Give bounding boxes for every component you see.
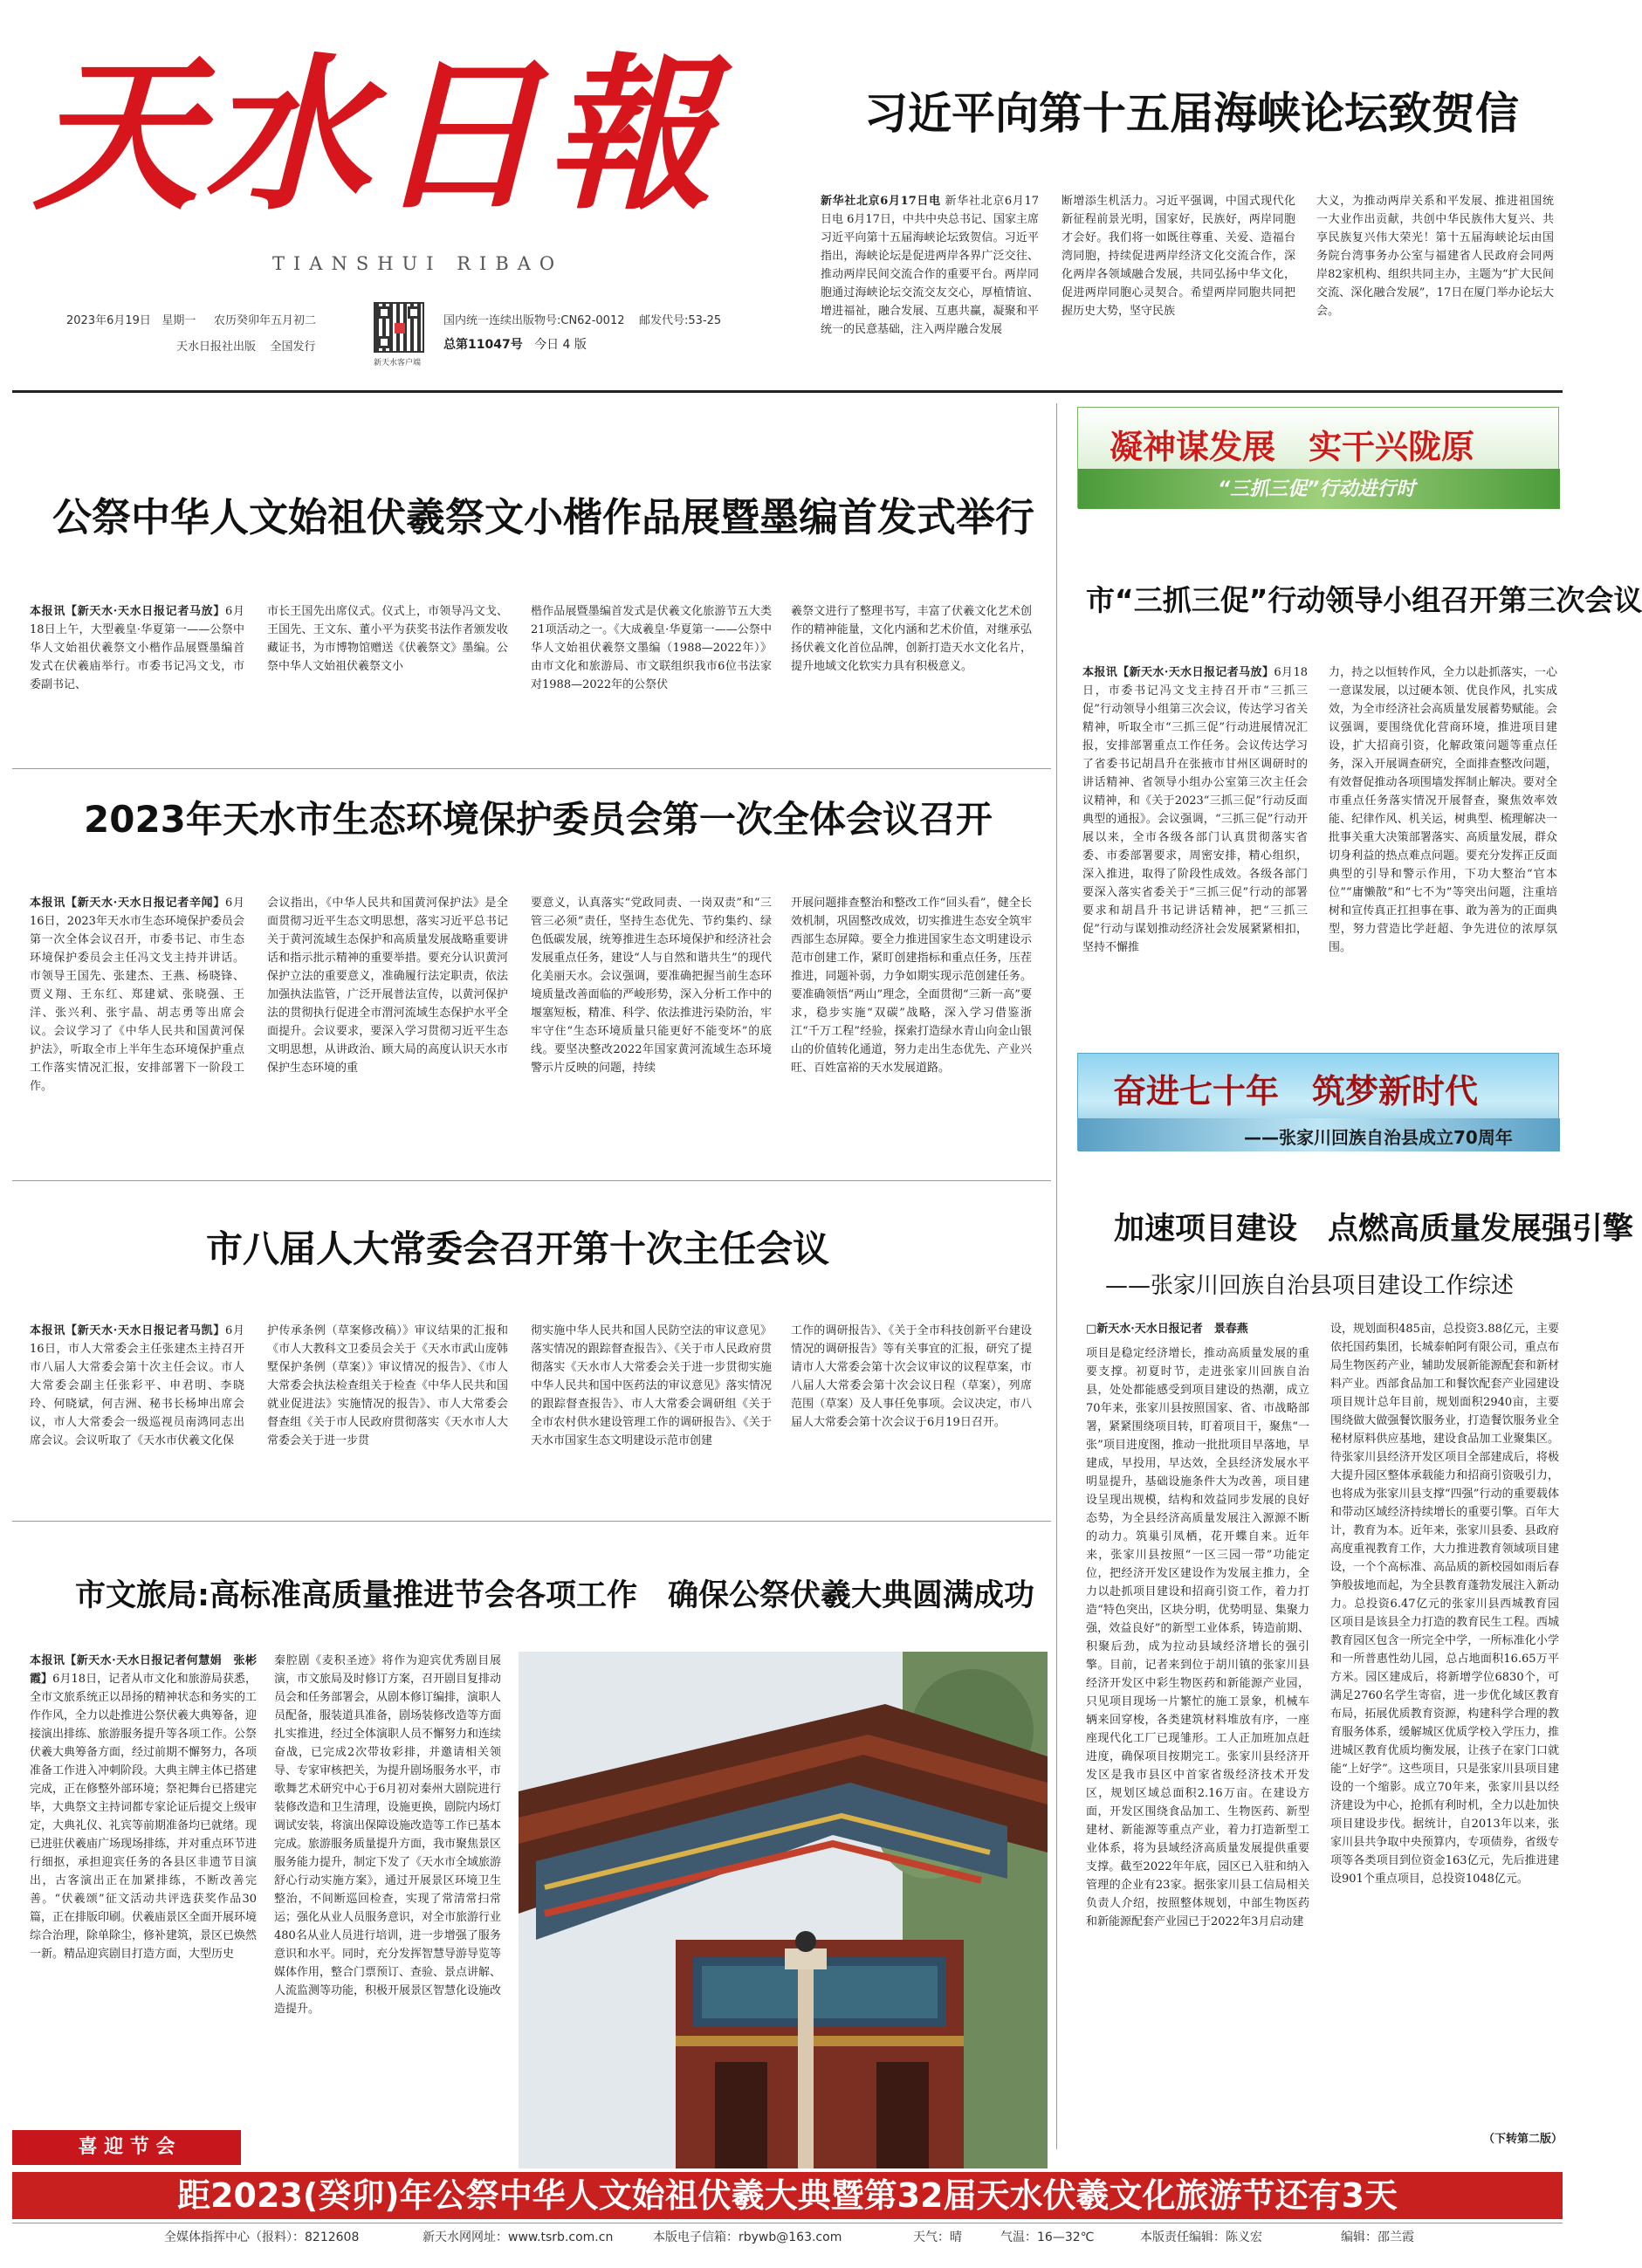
divider bbox=[12, 1521, 1051, 1522]
eco-col-2: 会议指出，《中华人民共和国黄河保护法》是全面贯彻习近平生态文明思想，落实习近平总书记关于黄河流域生态保护和高质量发展战略重要讲话和指示批示精神的重要举措。要充分认识黄河保护立法的重要意义，准确履行法定职责，依法加强执法监管，广泛开展普法宣传，以黄河保护法的贯彻执行促进全市渭河流域生态保护水平全面提升。会议要求，要深入学习贯彻习近平生态文明思想，从讲政治、顾大局的高度认识天水市保护生态环境的重 bbox=[267, 897, 508, 1075]
issue-line bbox=[443, 335, 587, 353]
footer-temperature: 气温：16—32℃ bbox=[1000, 2230, 1095, 2244]
footer-weather: 天气：晴 bbox=[913, 2230, 962, 2244]
issue-number: 总第11047号 bbox=[443, 338, 523, 352]
temple-photo bbox=[519, 1652, 1048, 2168]
eco-col-3: 要意义，认真落实“党政同责、一岗双责”和“三管三必须”责任，坚持生态优先、节约集约、绿色低碳发展，统筹推进生态环境保护和经济社会发展重点任务，建设“人与自然和谐共生”的现代化美丽天水。会议强调，要准确把握当前生态环境质量改善面临的严峻形势，深入分析工作中的堰塞短板，精准、科学、依法推进污染防治，牢牢守住“生态环境质量只能更好不能变坏”的底线。要坚决整改2022年国家黄河流域生态环境警示片反映的问题，持续 bbox=[531, 897, 772, 1075]
zjc-banner bbox=[1077, 1053, 1559, 1151]
eco-headline: 2023年天水市生态环境保护委员会第一次全体会议召开 bbox=[84, 798, 993, 841]
sanzhua-col-2: 力，持之以恒转作风，全力以赴抓落实，一心一意谋发展，以过硬本领、优良作风，扎实成效，为全市经济社会高质量发展蓄势赋能。会议强调，要围绕优化营商环境，推进项目建设，扩大招商引资，化解政策问题等重点任务，深入开展调查研究，全面排查整改问题，有效督促推动各项围墙发挥制止解决。要对全市重点任务落实情况开展督查，聚焦效率效能、纪律作风、机关运，树典型、梳理解决一批事关重大决策部署落实、高质量发展，群众切身利益的热点难点问题。要充分发挥正反面典型的引导和警示作用，下功大整治“官本位”“庸懒散”和“七不为”等突出问题，注重培树和宣传真正扛担事在事、敢为善为的正面典型，努力营造比学赶超、争先进位的浓厚氛围。 bbox=[1329, 666, 1557, 954]
zjc-headline: 加速项目建设 点燃高质量发展强引擎 bbox=[1114, 1212, 1634, 1247]
footer-email: 本版电子信箱：rbywb@163.com bbox=[653, 2230, 842, 2244]
lead-col-2: 断增添生机活力。习近平强调，中国式现代化新征程前景光明，国家好，民族好，两岸同胞才会好。我们将一如既往尊重、关爱、造福台湾同胞，持续促进两岸经济文化交流合作，深化两岸各领域融合发展，共同弘扬中华文化，促进两岸同胞心灵契合。希望两岸同胞共同把握历史大势，坚守民族 bbox=[1061, 195, 1295, 318]
lead-headline: 习近平向第十五届海峡论坛致贺信 bbox=[864, 88, 1519, 139]
publisher: 天水日报社出版 bbox=[176, 340, 257, 354]
sanzhua-headline: 市“三抓三促”行动领导小组召开第三次会议 bbox=[1086, 583, 1642, 617]
eco-col-1: 本报讯【新天水·天水日报记者辛闻】6月16日，2023年天水市生态环境保护委员会第一次全体会议召开，市委书记、市生态环境保护委员会主任冯文戈主持并讲话。市领导王国先、张建杰、王燕、杨晓锋、贾义翔、王东红、郑建斌、张晓强、王洋、张兴利、张宇晶、胡志勇等出席会议。会议学习了《中华人民共和国黄河保护法》，听取全市上半年生态环境保护重点工作落实情况汇报，安排部署下一阶段工作。 bbox=[30, 897, 244, 1093]
npc-headline: 市八届人大常委会召开第十次主任会议 bbox=[206, 1227, 830, 1270]
lead-col-3: 大义，为推动两岸关系和平发展、推进祖国统一大业作出贡献，共创中华民族伟大复兴、共享民族复兴伟大荣光！第十五届海峡论坛由国务院台湾事务办公室与福建省人民政府会同两岸82家机构、组织共同主办，主题为“扩大民间交流、深化融合发展”，17日在厦门举办论坛大会。 bbox=[1316, 195, 1554, 318]
weekday: 星期一 bbox=[161, 314, 196, 327]
eco-col-4: 开展问题排查整治和整改工作“回头看”，健全长效机制，巩固整改成效，切实推进生态安全筑牢西部生态屏障。要全力推进国家生态文明建设示范市创建工作，紧盯创建指标和重点任务，压茬推进，同题补弱，力争如期实现示范创建任务。要准确领悟“两山”理念，全面贯彻“三新一高”要求，稳步实施“双碳”战略，深入学习借鉴浙江“千万工程”经验，探索打造绿水青山向金山银山的价值转化通道，努力走出生态优先、产业兴旺、百姓富裕的天水发展道路。 bbox=[791, 897, 1032, 1075]
festival-tag: 喜 迎 节 会 bbox=[12, 2130, 241, 2165]
tourism-headline: 市文旅局:高标准高质量推进节会各项工作 确保公祭伏羲大典圆满成功 bbox=[75, 1578, 1034, 1613]
sanzhua-col-1: 本报讯【新天水·天水日报记者马放】6月18日，市委书记冯文戈主持召开市“三抓三促”行动领导小组第三次会议，传达学习省关精神，听取全市“三抓三促”行动进展情况汇报，安排部署重点工作任务。会议传达学习了省委书记胡昌升在张掖市甘州区调研时的讲话精神、省领导小组办公室第三次主任会议精神，和《关于2023“三抓三促”行动反面典型的通报》。会议强调，“三抓三促”行动开展以来，全市各级各部门认真贯彻落实省委、市委部署要求，周密安排，精心组织，深入推进，取得了阶段性成效。各级各部门要深入落实省委关于“三抓三促”行动的部署要求和胡昌升书记讲话精神，把“三抓三促”行动与谋划推动经济社会发展紧紧相扣，坚持不懈推 bbox=[1082, 666, 1308, 954]
sanzhua-banner bbox=[1077, 407, 1559, 508]
fuxi-col-1: 本报讯【新天水·天水日报记者马放】6月18日上午，大型羲皇·华夏第一——公祭中华人文始祖伏羲祭文小楷作品展暨墨编首发式在伏羲庙举行。市委书记冯文戈，市委副书记、 bbox=[30, 605, 244, 691]
footer-editor: 本版责任编辑：陈义宏 bbox=[1140, 2230, 1262, 2244]
divider bbox=[12, 768, 1051, 769]
countdown-text: 距2023(癸卯)年公祭中华人文始祖伏羲大典暨第32届天水伏羲文化旅游节还有3天 bbox=[177, 2176, 1398, 2215]
npc-col-4: 工作的调研报告》、《关于全市科技创新平台建设情况的调研报告》等有关事宜的汇报，研究了提请市人大常委会第十次会议审议的议程草案，市八届人大常委会第十次会议日程（草案），列席范围（草案）及人事任免事项。会议决定，市八届人大常委会第十次会议于6月19日召开。 bbox=[791, 1324, 1032, 1429]
qr-caption: 新天水客户端 bbox=[374, 359, 422, 368]
zjc-col-2: 设，规划面积485亩，总投资3.88亿元，主要依托国药集团，长城泰帕阿有限公司，重点布局生物医药产业，辅助发展新能源配套和新材料产业。西部食品加工和餐饮配套产业园建设项目规计总年目前，规划面积2940亩，主要围绕做大做强餐饮服务业，打造餐饮服务业全秘材原料供应基地，建设食品加工业聚集区。待张家川县经济开发区项目全部建成后，将极大提升园区整体承载能力和招商引资吸引力，也将成为张家川县支撑“四强”行动的重要载体和带动区域经济持续增长的重要引擎。百年大计，教育为本。近年来，张家川县委、县政府高度重视教育工作，大力推进教育领域项目建设，一个个高标准、高品质的新校园如雨后春笋般拔地而起，为全县教育蓬勃发展注入新动力。总投资6.47亿元的张家川县西城教育园区项目是该县全力打造的教育民生工程。西城教育园区包含一所完全中学，一所标准化小学和一所普惠性幼儿园，总占地面积16.65万平方米。园区建成后，将新增学位6830个，可满足2760名学生寄宿，进一步优化域区教育布局，拓展优质教育资源，构建科学合理的教育服务体系，缓解城区优质学校入学压力，推进城区教育优质均衡发展，让孩子在家门口就能“上好学”。这些项目，只是张家川县项目建设的一个缩影。成立70年来，张家川县以经济建设为中心，抢抓有利时机，全力以赴加快项目建设步伐。据统计，自2013年以来，张家川县共争取中央预算内，专项债券，省级专项等各类项目到位资金163亿元，先后推进建设901个重点项目，总投资1048亿元。 bbox=[1330, 1323, 1559, 1886]
footer-designer: 编辑：邵兰霞 bbox=[1341, 2230, 1414, 2244]
qr-code-icon bbox=[374, 302, 424, 353]
page-count: 今日 4 版 bbox=[534, 338, 587, 352]
fuxi-col-3: 楷作品展暨墨编首发式是伏羲文化旅游节五大类21项活动之一。《大成羲皇·华夏第一——公祭中华人文始祖伏羲祭文墨编（1988—2022年）》由市文化和旅游局、市文联组织我市6位书法家对1988—2022年的公祭伏 bbox=[531, 605, 772, 691]
masthead-pinyin: TIANSHUI RIBAO bbox=[272, 253, 564, 274]
banner1-title: 凝神谋发展 实干兴陇原 bbox=[1110, 428, 1475, 466]
zjc-dateline: □新天水·天水日报记者 景春燕 bbox=[1086, 1323, 1248, 1336]
temple-illustration bbox=[519, 1652, 1048, 2168]
fuxi-headline: 公祭中华人文始祖伏羲祭文小楷作品展暨墨编首发式举行 bbox=[52, 494, 1035, 540]
lead-col-1: 新华社北京6月17日电 新华社北京6月17日电 6月17日，中共中央总书记、国家主席习近平向第十五届海峡论坛致贺信。习近平指出，海峡论坛是促进两岸各界广泛交往、推动两岸民间交流合作的重要平台。两岸同胞通过海峡论坛交流交友交心，厚植情谊、增进福祉，融合发展、互惠共赢，凝聚和平统一的民意基础，注入两岸融合发展 bbox=[821, 195, 1039, 336]
distribution: 全国发行 bbox=[270, 340, 316, 354]
divider bbox=[12, 1180, 1051, 1181]
zjc-col-1: 项目是稳定经济增长，推动高质量发展的重要支撑。初夏时节，走进张家川回族自治县，处处都能感受到项目建设的热潮，成立70年来，张家川县按照国家、省、市战略部署，紧紧围绕项目转，盯着项目干，聚焦“一张”项目进度图，推动一批批项目早落地，早建成，早投用，早达效，全县经济发展水平明显提升，基础设施条件大为改善，项目建设呈现出规模，结构和效益同步发展的良好态势，为全县经济高质量发展注入源源不断的动力。筑巢引凤栖，花开蝶自来。近年来，张家川县按照“一区三园一带”功能定位，把经济开发区建设作为发展主推力，全力以赴抓项目建设和招商引资工作，着力打造“特色突出，区块分明，优势明显、集聚力强，效益良好”的新型工业体系，铸造前期、积聚后劲，成为拉动县域经济增长的强引擎。目前，记者来到位于胡川镇的张家川县经济开发区中彩生物医药和新能源产业园，只见项目现场一片繁忙的施工景象，机械车辆来回穿梭，各类建筑材料堆放有序，一座座现代化工厂已现雏形。工人正加班加点赶进度，确保项目按期完工。张家川县经济开发区是我市县区中首家省级经济技术开发区，规划区域总面积2.16万亩。在建设方面，开发区围绕食品加工、生物医药、新型建材、新能源等重点产业，着力打造新型工业体系，将为县域经济高质量发展提供重要支撑。截至2022年年底，园区已入驻和纳入管理的企业有23家。据张家川县工信局相关负责人介绍，按照整体规划，中部生物医药和新能源配套产业园已于2022年3月启动建 bbox=[1086, 1347, 1309, 1928]
banner1-subtitle: “三抓三促”行动进行时 bbox=[1218, 478, 1416, 500]
masthead-title: 天水日報 bbox=[33, 38, 718, 232]
masthead-publisher-line bbox=[176, 337, 316, 354]
column-divider bbox=[1056, 403, 1057, 2149]
tourism-col-1: 本报讯【新天水·天水日报记者何慧娟 张彬霞】6月18日，记者从市文化和旅游局获悉，全市文旅系统正以昂扬的精神状态和务实的工作作风，全力以赴推进公祭伏羲大典筹备，迎接演出排练、旅游服务提升等各项工作。公祭伏羲大典筹备方面，经过前期不懈努力，各项准备工作进入冲刺阶段。大典主牌主体已搭建完成，正在修整外部环境；祭祀舞台已搭建完毕，大典祭文主持词都专家论证后提交上级审定，大典礼仪、礼宾等前期准备均已就绪。现已进驻伏羲庙广场现场排练，并对重点环节进行细抠，承担迎宾任务的各县区非遗节目演出，古客演出正在加紧排练，不断改善完善。“伏羲颂”征文活动共评选获奖作品30篇，正在排版印刷。伏羲庙景区全面开展环境综合治理，除单除尘，修补建筑，景区已焕然一新。精品迎宾剧目打造方面，大型历史 bbox=[30, 1654, 258, 1961]
banner2-title: 奋进七十年 筑梦新时代 bbox=[1113, 1072, 1479, 1110]
lead-dateline: 新华社北京6月17日电 bbox=[821, 195, 941, 208]
fuxi-col-4: 羲祭文进行了整理书写，丰富了伏羲文化艺术创作的精神能量，文化内涵和艺术价值，对继承弘扬伏羲文化首位品牌，创新打造天水文化名片，提升地域文化软实力具有积极意义。 bbox=[791, 605, 1032, 673]
countdown-banner bbox=[12, 2172, 1563, 2219]
fuxi-col-2: 市长王国先出席仪式。仪式上，市领导冯文戈、王国先、王文东、董小平为获奖书法作者颁发收藏证书，为市博物馆赠送《伏羲祭文》墨编。公祭中华人文始祖伏羲祭文小 bbox=[267, 605, 508, 673]
zjc-continued: （下转第二版） bbox=[1482, 2133, 1563, 2146]
masthead-info-line bbox=[66, 311, 316, 327]
zjc-subheadline: ——张家川回族自治县项目建设工作综述 bbox=[1105, 1273, 1515, 1299]
cn-code: 国内统一连续出版物号:CN62-0012 bbox=[443, 314, 625, 327]
npc-col-1: 本报讯【新天水·天水日报记者马凯】6月16日，市人大常委会主任张建杰主持召开市八届人大常委会第十次主任会议。市人大常委会副主任张彩平、申君明、李晓玲、何晓斌，何吉洲、秘书长杨坤出席会议，市人大常委会一级巡视员南鸿同志出席会议。会议听取了《天水市伏羲文化保 bbox=[30, 1324, 244, 1447]
publication-codes bbox=[443, 311, 721, 327]
footer-website: 新天水网网址：www.tsrb.com.cn bbox=[423, 2230, 614, 2244]
postal-code: 邮发代号:53-25 bbox=[639, 314, 722, 327]
npc-col-2: 护传承条例（草案修改稿）》审议结果的汇报和《市人大教科文卫委员会关于《天水市武山庞韩墅保护条例（草案）》审议情况的报告》、《市人大常委会执法检查组关于检查《中华人民共和国就业促进法》实施情况的报告》、市人大常委会督查组《关于市人民政府贯彻落实《天水市人大常委会关于进一步贯 bbox=[267, 1324, 508, 1447]
tourism-col-2: 秦腔剧《麦积圣迹》将作为迎宾优秀剧目展演，市文旅局及时修订方案，召开剧目复排动员会和任务部署会，从剧本修订编排，演职人员配备，服装道具准备，剧场装修改造等方面扎实推进，经过全体演职人员不懈努力和连续奋战，已完成2次带妆彩排，并邀请相关领导、专家审核把关，为提升剧场服务水平，市歌舞艺术研究中心于6月初对秦州大剧院进行装修改造和卫生清理，设施更换，剧院内场灯调试安装，将演出保障设施改造等工作已基本完成。旅游服务质量提升方面，我市聚焦景区服务能力提升，制定下发了《天水市全域旅游舒心行动实施方案》，通过开展景区环境卫生整治，不间断巡回检查，实现了常清常扫常运；强化从业人员服务意识，对全市旅游行业480名从业人员进行培训，进一步增强了服务意识和水平。同时，充分发挥智慧导游导览等媒体作用，整合门票预订、查验、景点讲解、人流监测等功能，积极开展景区智慧化设施改造提升。 bbox=[274, 1654, 502, 2016]
lunar-date: 农历癸卯年五月初二 bbox=[214, 314, 317, 327]
footer-hotline: 全媒体指挥中心（报料）：8212608 bbox=[164, 2230, 360, 2244]
masthead-divider bbox=[12, 390, 1563, 393]
banner2-subtitle: ——张家川回族自治县成立70周年 bbox=[1244, 1127, 1513, 1148]
npc-col-3: 彻实施中华人民共和国人民防空法的审议意见》落实情况的跟踪督查报告》、《关于市人民政府贯彻落实《天水市人大常委会关于进一步贯彻实施中华人民共和国中医药法的审议意见》落实情况的跟踪督查报告》、市人大常委会调研组《关于全市农村供水建设管理工作的调研报告》、《关于天水市国家生态文明建设示范市创建 bbox=[531, 1324, 772, 1447]
date: 2023年6月19日 bbox=[66, 314, 151, 327]
